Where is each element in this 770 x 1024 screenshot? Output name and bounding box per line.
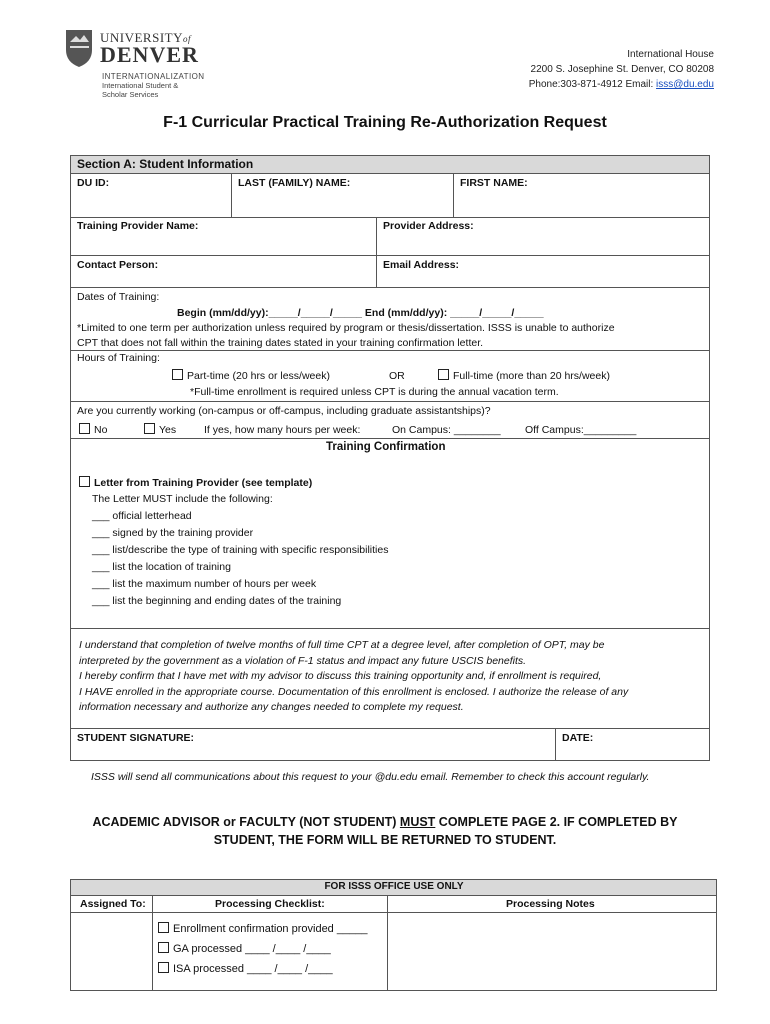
shield-icon bbox=[64, 28, 94, 68]
date-label: DATE: bbox=[562, 732, 594, 744]
ga-checkbox[interactable] bbox=[158, 942, 169, 953]
letter-must-text: The Letter MUST include the following: bbox=[92, 493, 273, 505]
off-campus-field[interactable]: Off Campus:_________ bbox=[525, 424, 637, 436]
begin-end-dates: Begin (mm/dd/yy):_____/_____/_____ End (mm/dd/yy): _____/_____/_____ bbox=[177, 307, 544, 319]
isss-note: ISSS will send all communications about this request to your @du.edu email. Remember to check this account regularly. bbox=[91, 771, 650, 783]
limit-note-1: *Limited to one term per authorization unless required by program or thesis/dissertation. ISSS is unable to authorize bbox=[77, 322, 615, 334]
form-title: F-1 Curricular Practical Training Re-Authorization Request bbox=[163, 114, 607, 131]
student-signature-label: STUDENT SIGNATURE: bbox=[77, 732, 195, 744]
assigned-to-label: Assigned To: bbox=[80, 898, 146, 910]
letter-item-4: ___ list the location of training bbox=[92, 561, 231, 573]
logo-university: UNIVERSITYof bbox=[100, 30, 192, 45]
provider-address-label: Provider Address: bbox=[383, 220, 474, 232]
email-link[interactable]: isss@du.edu bbox=[656, 79, 714, 90]
letter-item-3: ___ list/describe the type of training with specific responsibilities bbox=[92, 544, 389, 556]
dates-of-training-label: Dates of Training: bbox=[77, 291, 160, 303]
checklist-item-1[interactable]: Enrollment confirmation provided _____ bbox=[158, 922, 367, 935]
du-id-label: DU ID: bbox=[77, 177, 110, 189]
checklist-item-3[interactable]: ISA processed ____ /____ /____ bbox=[158, 962, 333, 975]
office-use-header: FOR ISSS OFFICE USE ONLY bbox=[324, 881, 464, 892]
yes-checkbox[interactable] bbox=[144, 423, 155, 434]
statement-line-1: I understand that completion of twelve months of full time CPT at a degree level, after completion of OPT, may be bbox=[79, 639, 605, 651]
yes-option[interactable]: Yes bbox=[144, 423, 176, 436]
letter-item-1: ___ official letterhead bbox=[92, 510, 192, 522]
full-time-checkbox[interactable] bbox=[438, 369, 449, 380]
contact-person-label: Contact Person: bbox=[77, 259, 159, 271]
first-name-label: FIRST NAME: bbox=[460, 177, 528, 189]
statement-line-3: I hereby confirm that I have met with my advisor to discuss this training opportunity and, if enrollment is required, bbox=[79, 670, 602, 682]
logo-denver: DENVER bbox=[100, 42, 199, 67]
processing-checklist-label: Processing Checklist: bbox=[215, 898, 325, 910]
or-label: OR bbox=[389, 370, 405, 382]
statement-line-2: interpreted by the government as a violation of F-1 status and impact any future USCIS benefits. bbox=[79, 655, 527, 667]
limit-note-2: CPT that does not fall within the training dates stated in your training confirmation letter. bbox=[77, 337, 484, 349]
university-logo bbox=[64, 28, 214, 98]
letter-checkbox[interactable] bbox=[79, 476, 90, 487]
no-checkbox[interactable] bbox=[79, 423, 90, 434]
office-address: International House 2200 S. Josephine St. Denver, CO 80208 Phone:303-871-4912 Email: isss@du.edu bbox=[528, 49, 714, 90]
statement-line-5: information necessary and authorize any changes needed to complete my request. bbox=[79, 701, 464, 713]
isa-checkbox[interactable] bbox=[158, 962, 169, 973]
letter-item-6: ___ list the beginning and ending dates of the training bbox=[92, 595, 342, 607]
part-time-option[interactable]: Part-time (20 hrs or less/week) bbox=[172, 369, 330, 382]
checklist-item-2[interactable]: GA processed ____ /____ /____ bbox=[158, 942, 331, 955]
letter-item-2: ___ signed by the training provider bbox=[92, 527, 254, 539]
email-address-label: Email Address: bbox=[383, 259, 460, 271]
last-name-label: LAST (FAMILY) NAME: bbox=[238, 177, 351, 189]
part-time-checkbox[interactable] bbox=[172, 369, 183, 380]
statement-line-4: I HAVE enrolled in the appropriate course. Documentation of this enrollment is enclosed. I authorize the release of any bbox=[79, 686, 629, 698]
training-provider-label: Training Provider Name: bbox=[77, 220, 199, 232]
full-time-option[interactable]: Full-time (more than 20 hrs/week) bbox=[438, 369, 610, 382]
letter-option[interactable]: Letter from Training Provider (see template) bbox=[79, 476, 312, 489]
hours-of-training-label: Hours of Training: bbox=[77, 352, 160, 364]
hours-question: If yes, how many hours per week: bbox=[204, 424, 361, 436]
training-confirmation-heading: Training Confirmation bbox=[326, 441, 446, 453]
no-option[interactable]: No bbox=[79, 423, 107, 436]
full-time-note: *Full-time enrollment is required unless CPT is during the annual vacation term. bbox=[190, 386, 559, 398]
advisor-notice: ACADEMIC ADVISOR or FACULTY (NOT STUDENT) MUST COMPLETE PAGE 2. IF COMPLETED BY STUDENT, THE FORM WILL BE RETURNED TO STUDENT. bbox=[92, 815, 678, 847]
section-a-header: Section A: Student Information bbox=[77, 157, 254, 171]
working-question: Are you currently working (on-campus or off-campus, including graduate assistantships)? bbox=[77, 405, 491, 417]
logo-subtitle: INTERNATIONALIZATION International Student & Scholar Services bbox=[102, 72, 205, 99]
on-campus-field[interactable]: On Campus: ________ bbox=[392, 424, 501, 436]
letter-item-5: ___ list the maximum number of hours per week bbox=[92, 578, 317, 590]
enrollment-checkbox[interactable] bbox=[158, 922, 169, 933]
processing-notes-label: Processing Notes bbox=[506, 898, 595, 910]
